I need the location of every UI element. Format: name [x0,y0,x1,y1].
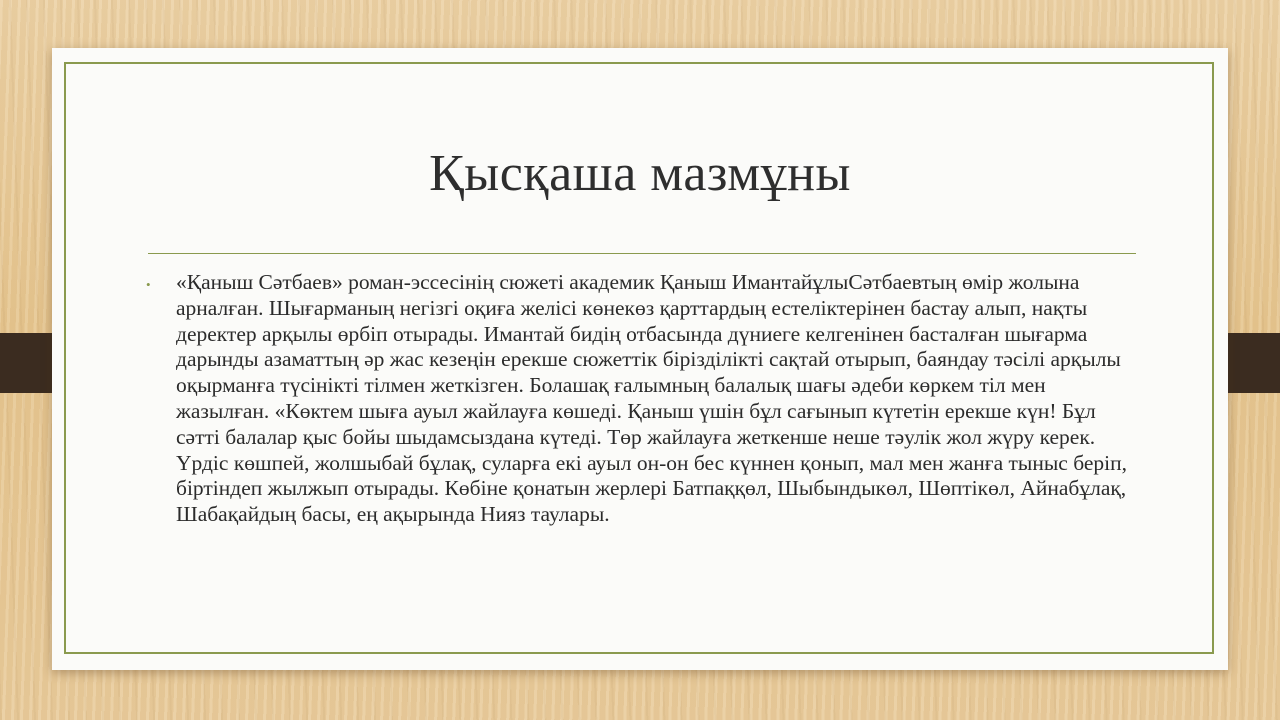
slide-card [52,48,1228,670]
slide-title: Қысқаша мазмұны [429,145,851,202]
bullet-marker: • [146,277,151,292]
body-paragraph: «Қаныш Сәтбаев» роман-эссесінің сюжеті академик Қаныш ИмантайұлыСәтбаевтың өмір жолына арналған. Шығарманың негізгі оқиға желісі көнекөз қарттардың естеліктерінен бастау алып, нақты деректер арқылы өрбіп отырады. Имантай бидің отбасында дүниеге келгенінен басталған шығарма дарынды азаматтың әр жас кезеңін ерекше сюжеттік бірізділікті сақтай отырып, баяндау тәсілі арқылы оқырманға түсінікті тілмен жеткізген. Болашақ ғалымның балалық шағы әдеби көркем тіл мен жазылған. «Көктем шыға ауыл жайлауға көшеді. Қаныш үшін бұл сағынып күтетін ерекше күн! Бұл сәтті балалар қыс бойы шыдамсыздана күтеді. Төр жайлауға жеткенше неше тәулік жол жүру керек. Үрдіс көшпей, жолшыбай бұлақ, суларға екі ауыл он-он бес күннен қонып, мал мен жанға тыныс беріп, біртіндеп жылжып отырады. Көбіне қонатын жерлері Батпаққөл, Шыбындыкөл, Шөптікөл, Айнабұлақ, Шабақайдың басы, ең ақырында Нияз таулары. [176,270,1128,527]
title-divider [148,253,1136,254]
slide-content [146,270,1146,528]
left-decor-bar [0,333,52,393]
